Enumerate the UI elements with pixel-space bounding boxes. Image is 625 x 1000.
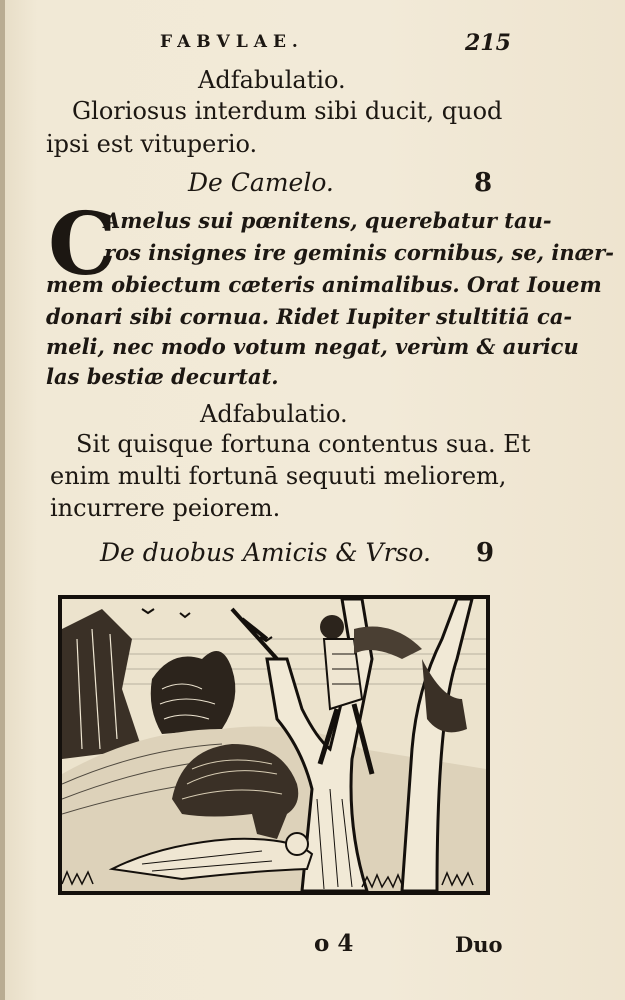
running-head: FABVLAE. <box>160 32 304 52</box>
fable-text-line: mem obiectum cæteris animalibus. Orat Iouem <box>46 272 602 297</box>
page-edge <box>0 0 5 1000</box>
fable-text-line: meli, nec modo votum negat, verùm & auricu <box>46 334 579 359</box>
signature-mark: o 4 <box>314 930 354 957</box>
fable-title: De duobus Amicis & Vrso. <box>100 538 431 567</box>
catchword: Duo <box>455 932 503 957</box>
moral-line: Sit quisque fortuna contentus sua. Et <box>76 430 531 458</box>
moral-line: incurrere peiorem. <box>50 494 281 522</box>
fable-text-line: ros insignes ire geminis cornibus, se, inær- <box>104 240 614 265</box>
moral-line: ipsi est vituperio. <box>46 130 258 158</box>
fable-text-line: las bestiæ decurtat. <box>46 364 279 389</box>
fable-title: De Camelo. <box>188 168 334 197</box>
fable-text-line: donari sibi cornua. Ridet Iupiter stultitiā ca- <box>46 304 573 329</box>
fable-number: 9 <box>476 538 495 568</box>
fable-text-line: Amelus sui pœnitens, querebatur tau- <box>104 208 552 233</box>
woodcut-illustration <box>58 595 490 895</box>
woodcut-bear-and-two-friends-icon <box>62 599 486 891</box>
moral-heading: Adfabulatio. <box>198 66 346 94</box>
moral-heading: Adfabulatio. <box>200 400 348 428</box>
moral-line: enim multi fortunā sequuti meliorem, <box>50 462 507 490</box>
moral-line: Gloriosus interdum sibi ducit, quod <box>72 97 503 125</box>
page-number: 215 <box>465 30 511 56</box>
drop-cap: C <box>48 194 117 295</box>
fable-number: 8 <box>474 168 493 198</box>
